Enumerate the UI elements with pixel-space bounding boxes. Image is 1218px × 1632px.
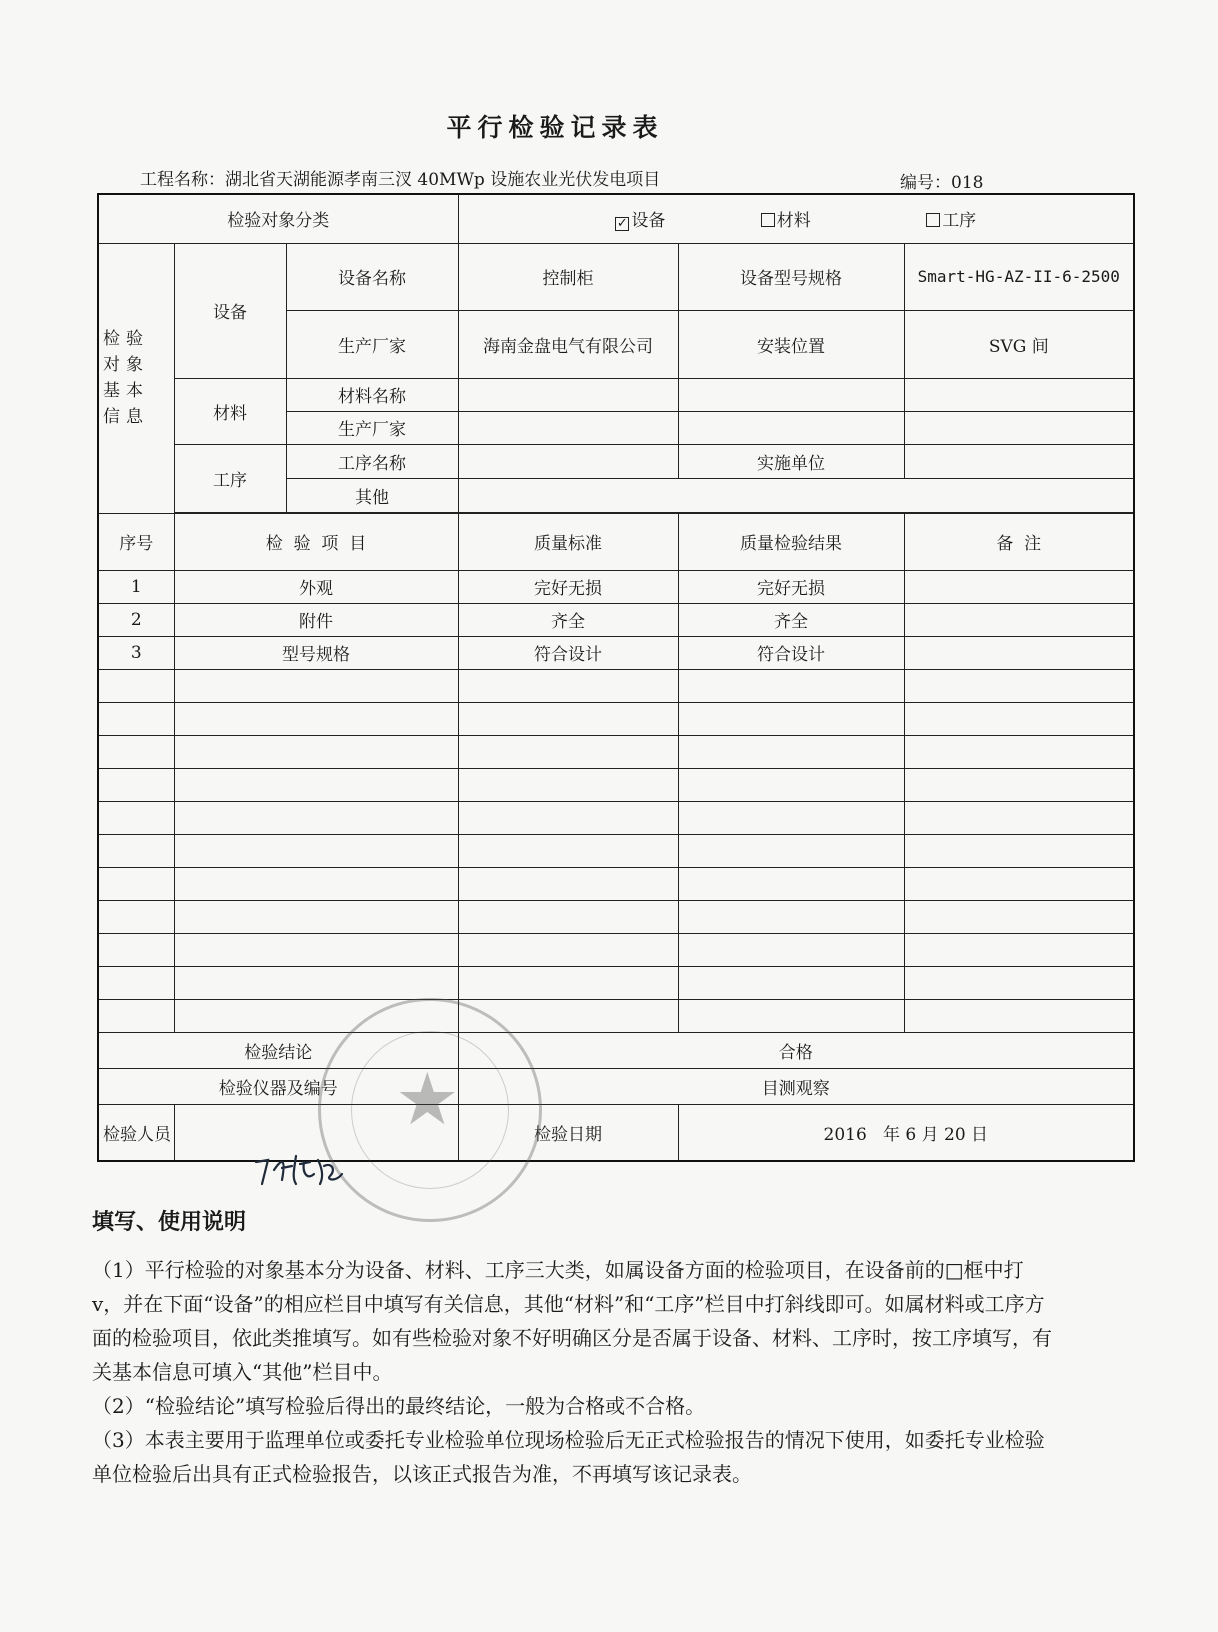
table-row: 3 型号规格 符合设计 符合设计 [98, 636, 1134, 669]
empty-row [98, 933, 1134, 966]
empty-row [98, 669, 1134, 702]
instrument-row [98, 1068, 1134, 1104]
inspection-form-table [97, 193, 1135, 1162]
empty-row [98, 867, 1134, 900]
install-location-value: SVG 间 [904, 310, 1134, 378]
conclusion-label: 检验结论 [98, 1032, 458, 1068]
category-options [458, 194, 1134, 243]
instruction-paragraph: （1）平行检验的对象基本分为设备、材料、工序三大类，如属设备方面的检验项目，在设备前的□框中打v，并在下面“设备”的相应栏目中填写有关信息，其他“材料”和“工序”栏目中打斜线即可。如属材料或工序方面的检验项目，依此类推填写。如有些检验对象不好明确区分是否属于设备、材料、工序时，按工序填写，有关基本信息可填入“其他”栏目中。 [92, 1258, 1052, 1384]
items-header-row [98, 513, 1134, 570]
item-header: 检 验 项 目 [174, 513, 458, 570]
empty-row [98, 900, 1134, 933]
serial-number: 编号：018 [900, 173, 984, 193]
equipment-name-label: 设备名称 [286, 243, 458, 310]
material-name-label: 材料名称 [286, 378, 458, 411]
empty-row [98, 768, 1134, 801]
option-process[interactable]: 工序 [926, 206, 976, 231]
page-title: 平行检验记录表 [446, 113, 664, 142]
category-label: 检验对象分类 [98, 194, 458, 243]
equipment-maker-value: 海南金盘电气有限公司 [458, 310, 678, 378]
option-equipment[interactable]: ✓ 设备 [616, 211, 666, 232]
instrument-value: 目测观察 [458, 1068, 1134, 1104]
star-icon: ★ [395, 1057, 460, 1141]
process-label: 工序 [174, 444, 286, 512]
empty-row [98, 966, 1134, 999]
empty-row [98, 702, 1134, 735]
checkbox-checked-icon[interactable]: ✓ [616, 216, 628, 232]
install-location-label: 安装位置 [678, 310, 904, 378]
instructions-heading: 填写、使用说明 [92, 1210, 247, 1235]
equipment-model-value: Smart-HG-AZ-II-6-2500 [904, 243, 1134, 310]
empty-row [98, 999, 1134, 1032]
inspector-label: 检验人员 [98, 1104, 174, 1161]
empty-row [98, 834, 1134, 867]
implementing-unit-label: 实施单位 [678, 444, 904, 478]
standard-header: 质量标准 [458, 513, 678, 570]
material-cell [904, 411, 1134, 444]
equipment-maker-label: 生产厂家 [286, 310, 458, 378]
seq-header: 序号 [98, 513, 174, 570]
date-value: 2016 年 6 月 20 日 [678, 1104, 1134, 1161]
process-name-label: 工序名称 [286, 444, 458, 478]
table-row: 1 外观 完好无损 完好无损 [98, 570, 1134, 603]
checkbox-icon[interactable] [761, 213, 775, 227]
material-label: 材料 [174, 378, 286, 444]
material-cell [678, 378, 904, 411]
equipment-model-label: 设备型号规格 [678, 243, 904, 310]
material-maker-value [458, 411, 678, 444]
instructions-body [92, 1253, 1052, 1491]
implementing-unit-value [904, 444, 1134, 478]
material-maker-label: 生产厂家 [286, 411, 458, 444]
instrument-label: 检验仪器及编号 [98, 1068, 458, 1104]
conclusion-value: 合格 [458, 1032, 1134, 1068]
other-label: 其他 [286, 478, 458, 512]
equipment-name-value: 控制柜 [458, 243, 678, 310]
project-name: 工程名称：湖北省天湖能源孝南三汊 40MWp 设施农业光伏发电项目 [140, 170, 661, 190]
other-value [458, 478, 1134, 512]
category-row [98, 194, 1134, 243]
date-label: 检验日期 [458, 1104, 678, 1161]
option-material[interactable]: 材料 [761, 206, 811, 231]
material-cell [904, 378, 1134, 411]
instruction-paragraph: （3）本表主要用于监理单位或委托专业检验单位现场检验后无正式检验报告的情况下使用，如委托专业检验单位检验后出具有正式检验报告，以该正式报告为准，不再填写该记录表。 [92, 1428, 1045, 1486]
conclusion-row [98, 1032, 1134, 1068]
inspector-signature [252, 1150, 352, 1190]
equipment-label: 设备 [174, 243, 286, 378]
material-cell [678, 411, 904, 444]
checkbox-icon[interactable] [926, 213, 940, 227]
material-name-value [458, 378, 678, 411]
basic-info-label: 检验对象基本信息 [98, 243, 174, 513]
table-row: 2 附件 齐全 齐全 [98, 603, 1134, 636]
empty-row [98, 735, 1134, 768]
empty-row [98, 801, 1134, 834]
result-header: 质量检验结果 [678, 513, 904, 570]
instruction-paragraph: （2）“检验结论”填写检验后得出的最终结论，一般为合格或不合格。 [92, 1394, 706, 1418]
process-name-value [458, 444, 678, 478]
remark-header: 备 注 [904, 513, 1134, 570]
